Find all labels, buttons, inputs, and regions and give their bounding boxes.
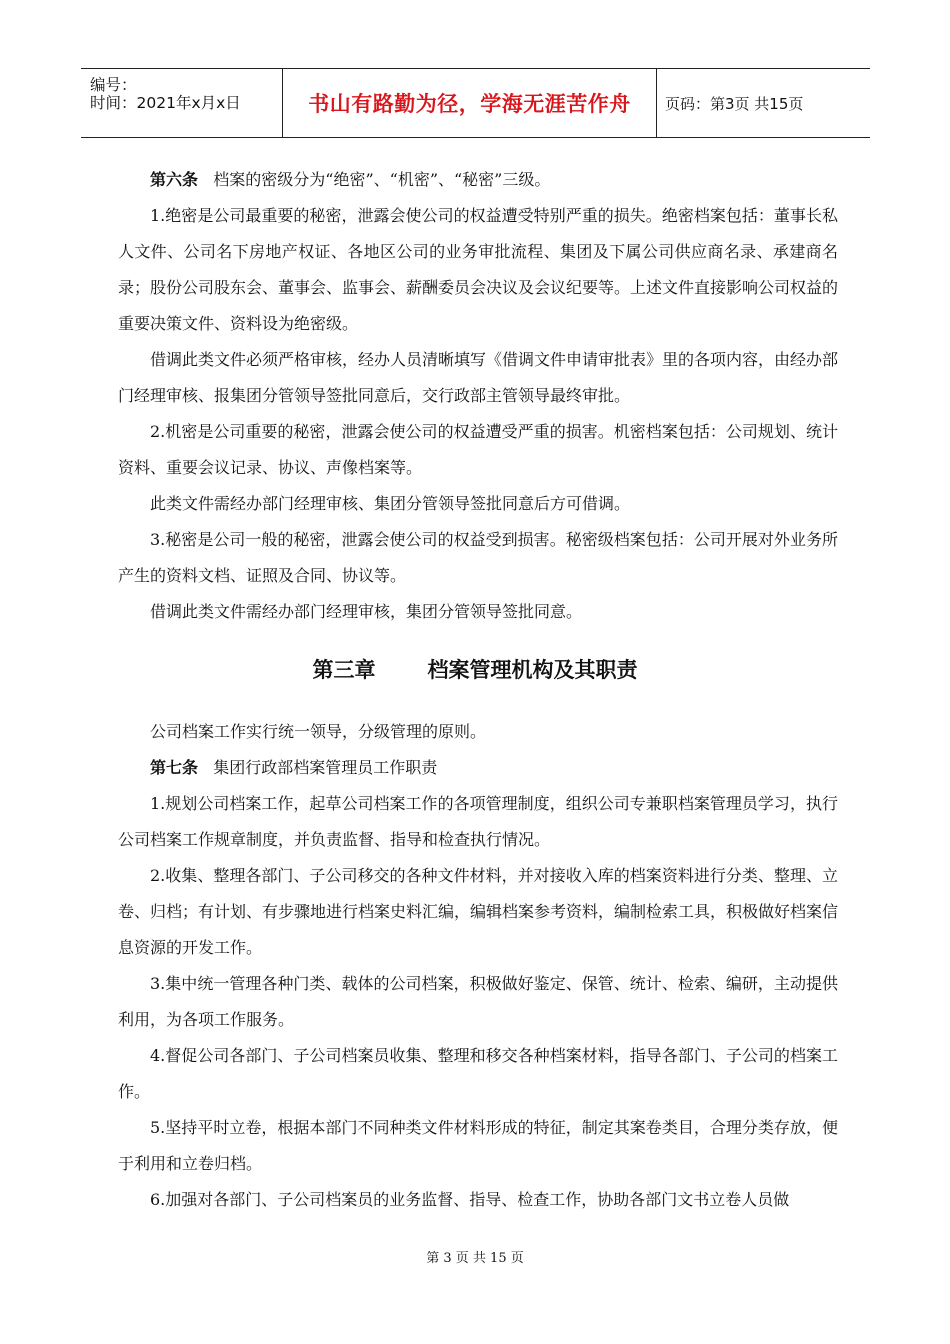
article-6-paragraph-5: 3.秘密是公司一般的秘密，泄露会使公司的权益受到损害。秘密级档案包括：公司开展对外业务所产生的资料文档、证照及合同、协议等。: [118, 530, 838, 585]
article-6-paragraph-2: 借调此类文件必须严格审核，经办人员清晰填写《借调文件申请审批表》里的各项内容，由经办部门经理审核、报集团分管领导签批同意后，交行政部主管领导最终审批。: [118, 350, 839, 405]
article-7-item-5: 5.坚持平时立卷，根据本部门不同种类文件材料形成的特征，制定其案卷类目，合理分类存放，便于利用和立卷归档。: [118, 1118, 838, 1173]
chapter-heading: [0, 654, 950, 684]
article-6-title: 第六条: [150, 170, 199, 189]
header-page-label: 页码：第3页 共15页: [665, 94, 804, 113]
article-7-item-1: 1.规划公司档案工作，起草公司档案工作的各项管理制度，组织公司专兼职档案管理员学习，执行公司档案工作规章制度，并负责监督、指导和检查执行情况。: [118, 794, 838, 849]
article-6-paragraph-1: 1.绝密是公司最重要的秘密，泄露会使公司的权益遭受特别严重的损失。绝密档案包括：董事长私人文件、公司名下房地产权证、各地区公司的业务审批流程、集团及下属公司供应商名录、承建商名录；股份公司股东会、董事会、监事会、薪酬委员会决议及会议纪要等。上述文件直接影响公司权益的重要决策文件、资料设为绝密级。: [118, 206, 839, 333]
article-7-heading-text: 集团行政部档案管理员工作职责: [213, 758, 438, 777]
article-7-item-3: 3.集中统一管理各种门类、载体的公司档案，积极做好鉴定、保管、统计、检索、编研，主动提供利用，为各项工作服务。: [118, 974, 838, 1029]
article-6-paragraph-6: 借调此类文件需经办部门经理审核，集团分管领导签批同意。: [150, 602, 583, 621]
document-time-label: 时间：2021年x月x日: [90, 94, 241, 112]
chapter-title: 档案管理机构及其职责: [427, 658, 638, 682]
article-7-title: 第七条: [150, 758, 199, 777]
header-meta: [81, 69, 282, 137]
article-6-intro-text: 档案的密级分为“绝密”、“机密”、“秘密”三级。: [213, 170, 551, 189]
article-7-item-6: 6.加强对各部门、子公司档案员的业务监督、指导、检查工作，协助各部门文书立卷人员做: [150, 1190, 790, 1209]
header-motto: 书山有路勤为径，学海无涯苦作舟: [282, 69, 657, 137]
page-header: [81, 68, 870, 138]
article-6-paragraph-3: 2.机密是公司重要的秘密，泄露会使公司的权益遭受严重的损害。机密档案包括：公司规划、统计资料、重要会议记录、协议、声像档案等。: [118, 422, 838, 477]
article-6-intro: [118, 162, 838, 198]
article-6-paragraph-4: 此类文件需经办部门经理审核、集团分管领导签批同意后方可借调。: [150, 494, 631, 513]
document-number-label: 编号：: [90, 76, 137, 94]
chapter-number: 第三章: [312, 658, 376, 682]
page-footer: 第 3 页 共 15 页: [426, 1251, 524, 1266]
article-7-heading: [118, 750, 838, 786]
article-7-item-4: 4.督促公司各部门、子公司档案员收集、整理和移交各种档案材料，指导各部门、子公司的档案工作。: [118, 1046, 838, 1101]
chapter-3-intro: 公司档案工作实行统一领导，分级管理的原则。: [150, 722, 487, 741]
article-7-item-2: 2.收集、整理各部门、子公司移交的各种文件材料，并对接收入库的档案资料进行分类、整理、立卷、归档；有计划、有步骤地进行档案史料汇编，编辑档案参考资料，编制检索工具，积极做好档案信息资源的开发工作。: [118, 866, 839, 957]
